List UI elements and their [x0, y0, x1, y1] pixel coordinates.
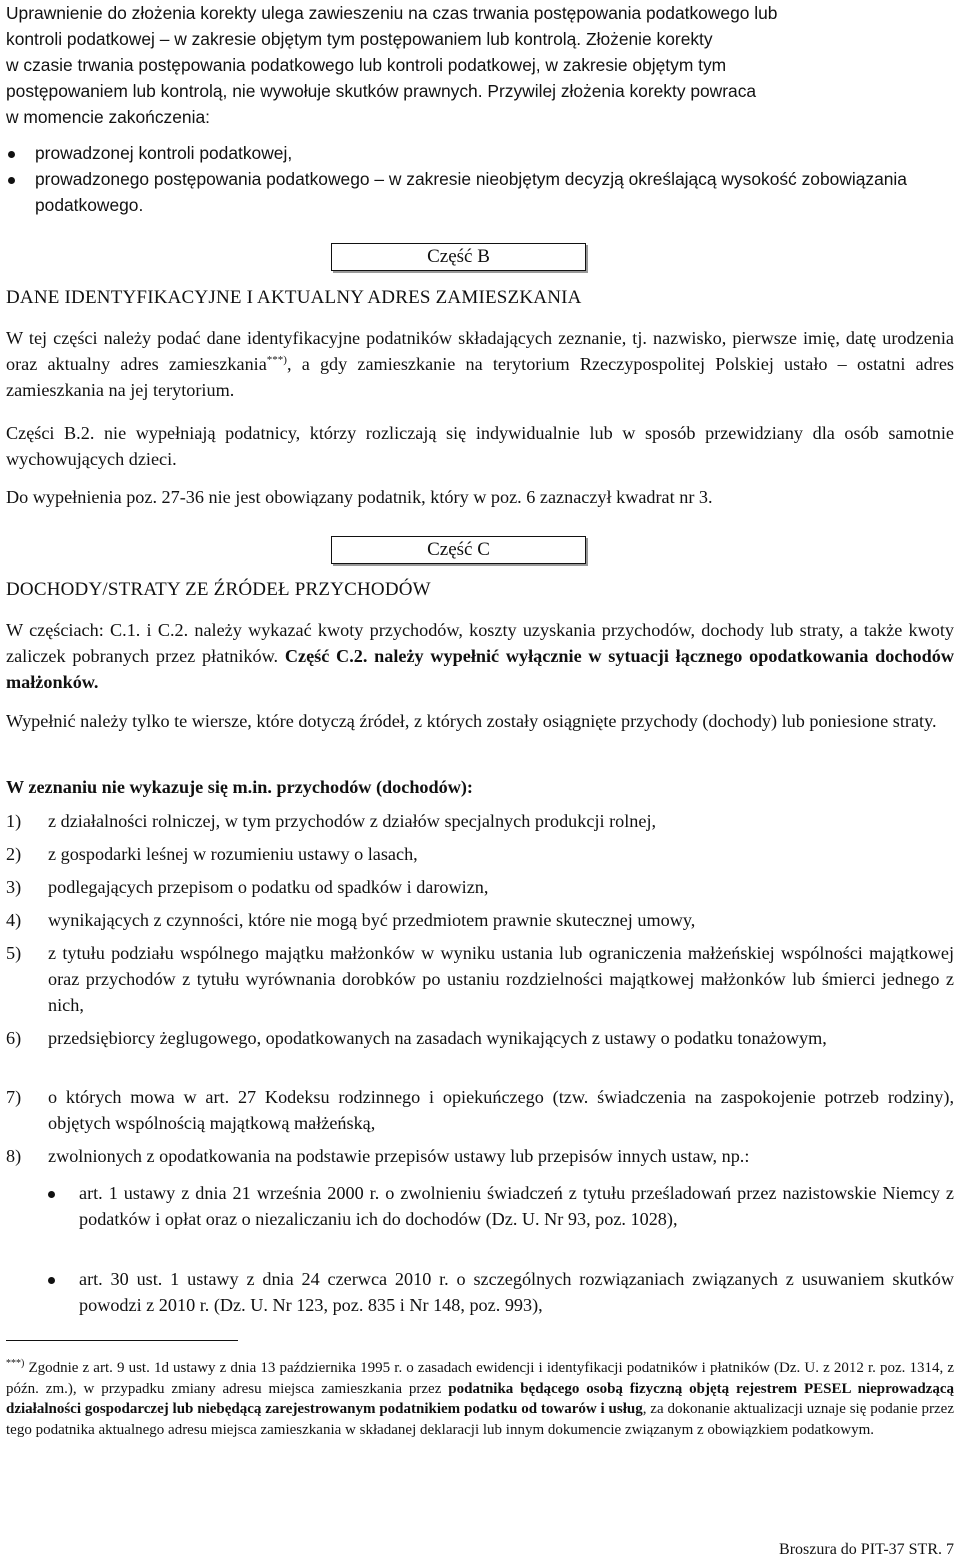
- part-c-heading: DOCHODY/STRATY ZE ŹRÓDEŁ PRZYCHODÓW: [6, 579, 431, 600]
- part-c-bold-note: Część C.2. należy wypełnić wyłącznie w sytuacji łącznego opodatkowania dochodów małżonków.: [6, 646, 954, 692]
- bullet-icon: [8, 151, 15, 158]
- sub-list-item: art. 1 ustawy z dnia 21 września 2000 r. o zwolnieniu świadczeń z tytułu prześladowań przez nazistowskie Niemcy z podatków i opłat oraz o niezaliczaniu ich do dochodów (Dz. U. Nr 93, poz. 1028),: [48, 1180, 954, 1232]
- footnote: ***) Zgodnie z art. 9 ust. 1d ustawy z dnia 13 października 1995 r. o zasadach ewidencji i identyfikacji podatników i płatników (Dz. U. z 2012 r. poz. 1314, z późn. zm.), w przypadku zmiany adresu miejsca zamieszkania przez podatnika będącego osobą fizyczną objętą rejestrem PESEL nieprowadzącą działalności gospodarczej lub niebędącą zarejestrowanym podatnikiem podatku od towarów i usług, za dokonanie aktualizacji uznaje się podanie przez tego podatnika aktualnego adresu miejsca zamieszkania w składanej deklaracji lub innym dokumencie związanym z obowiązkiem podatkowym.: [6, 1358, 954, 1438]
- part-c-label: Część C: [427, 539, 490, 560]
- bullet-icon: [48, 1191, 55, 1198]
- list-item: 4) wynikających z czynności, które nie mogą być przedmiotem prawnie skutecznej umowy,: [6, 910, 696, 930]
- sub-list-item: art. 30 ust. 1 ustawy z dnia 24 czerwca 2010 r. o szczególnych rozwiązaniach związanych z usuwaniem skutków powodzi z 2010 r. (Dz. U. Nr 123, poz. 835 i Nr 148, poz. 993),: [48, 1266, 954, 1318]
- part-c-box: [331, 536, 586, 564]
- bullet-icon: [48, 1277, 55, 1284]
- list-item: 3) podlegających przepisom o podatku od spadków i darowizn,: [6, 877, 489, 897]
- part-b-paragraph-1: W tej części należy podać dane identyfikacyjne podatników składających zeznanie, tj. nazwisko, pierwsze imię, datę urodzenia oraz aktualny adres zamieszkania***), a gdy zamieszkanie na terytorium Rzeczypospolitej Polskiej ustało – ostatni adres zamieszkania na jej terytorium.: [6, 328, 954, 400]
- part-c-paragraph-1: W częściach: C.1. i C.2. należy wykazać kwoty przychodów, koszty uzyskania przychodów, dochody lub straty, a także kwoty zaliczek pobranych przez płatników. Część C.2. należy wypełnić wyłącznie w sytuacji łącznego opodatkowania dochodów małżonków.: [6, 620, 954, 692]
- footnote-marker: ***): [6, 1358, 25, 1369]
- list-item: 8) zwolnionych z opodatkowania na podstawie przepisów ustawy lub przepisów innych ustaw, np.:: [6, 1146, 750, 1166]
- part-b-paragraph-2: Części B.2. nie wypełniają podatnicy, którzy rozliczają się indywidualnie lub w sposób przewidziany dla osób samotnie wychowujących dzieci.: [6, 423, 954, 469]
- footnote-ref: ***): [266, 353, 287, 366]
- part-b-box: [331, 243, 586, 271]
- list-item: 1) z działalności rolniczej, w tym przychodów z działów specjalnych produkcji rolnej,: [6, 811, 657, 831]
- intro-paragraph: Uprawnienie do złożenia korekty ulega zawieszeniu na czas trwania postępowania podatkowego lub kontroli podatkowej – w zakresie objętym tym postępowaniem lub kontrolą. Złożenie korekty w czasie trwania postępowania podatkowego lub kontroli podatkowej, w zakresie objętym tym postępowaniem lub kontrolą, nie wywołuje skutków prawnych. Przywilej złożenia korekty powraca w momencie zakończenia:: [6, 3, 778, 127]
- page-footer: Broszura do PIT-37 STR. 7: [779, 1541, 954, 1558]
- part-c-list-heading: W zeznaniu nie wykazuje się m.in. przychodów (dochodów):: [6, 777, 473, 797]
- footnote-divider: [6, 1340, 238, 1341]
- list-item: 7) o których mowa w art. 27 Kodeksu rodzinnego i opiekuńczego (tzw. świadczenia na zaspokojenie potrzeb rodziny), objętych wspólnością majątkową małżeńską,: [6, 1087, 954, 1133]
- intro-bullet: prowadzonego postępowania podatkowego – w zakresie nieobjętym decyzją określającą wysokość zobowiązania podatkowego.: [6, 166, 954, 218]
- intro-bullet: prowadzonej kontroli podatkowej,: [6, 140, 954, 166]
- part-b-paragraph-3: Do wypełnienia poz. 27-36 nie jest obowiązany podatnik, który w poz. 6 zaznaczył kwadrat nr 3.: [6, 487, 713, 507]
- part-b-label: Część B: [427, 246, 490, 267]
- list-item: 6) przedsiębiorcy żeglugowego, opodatkowanych na zasadach wynikających z ustawy o podatku tonażowym,: [6, 1028, 827, 1048]
- part-b-heading: DANE IDENTYFIKACYJNE I AKTUALNY ADRES ZAMIESZKANIA: [6, 287, 582, 308]
- list-item: 5) z tytułu podziału wspólnego majątku małżonków w wyniku ustania lub ograniczenia małżeńskiej wspólności majątkowej oraz przychodów z tytułu wyrównania dorobków po ustaniu rozdzielności majątkowej małżonków lub śmierci jednego z nich,: [6, 943, 954, 1015]
- bullet-icon: [8, 177, 15, 184]
- list-item: 2) z gospodarki leśnej w rozumieniu ustawy o lasach,: [6, 844, 418, 864]
- part-c-paragraph-2: Wypełnić należy tylko te wiersze, które dotyczą źródeł, z których zostały osiągnięte przychody (dochody) lub poniesione straty.: [6, 711, 937, 731]
